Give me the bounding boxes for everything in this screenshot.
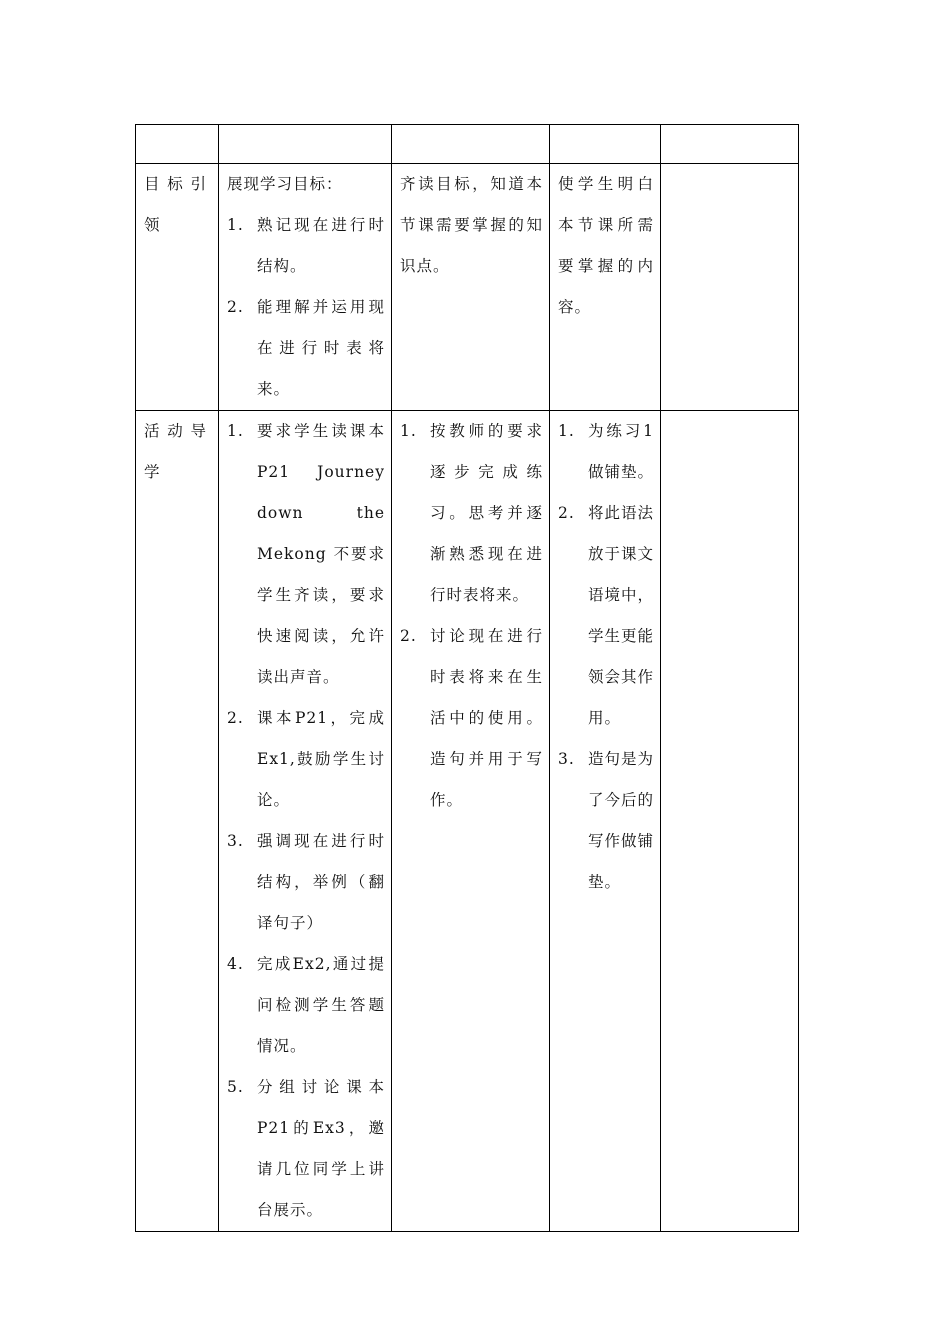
activity-intent-list: [558, 411, 654, 903]
activity-intent-cell: [550, 411, 661, 1232]
header-cell: [219, 125, 392, 164]
activity-student-cell: [392, 411, 550, 1232]
goal-student-cell: [392, 164, 550, 411]
goal-intent-text: 使学生明白本节课所需要掌握的内容。: [558, 175, 654, 316]
list-item: 1. 按教师的要求逐步完成练习。思考并逐渐熟悉现在进行时表将来。: [400, 422, 543, 604]
list-item: 2. 将此语法放于课文语境中，学生更能领会其作用。: [558, 504, 655, 727]
list-item: 2. 课本P21，完成Ex1,鼓励学生讨论。: [227, 709, 385, 809]
activity-student-list: [400, 411, 543, 821]
header-cell: [392, 125, 550, 164]
list-item: 1. 熟记现在进行时结构。: [227, 216, 385, 275]
lesson-plan-table: [135, 124, 799, 1232]
activity-label: 活动导学: [144, 422, 212, 481]
activity-notes-cell: [661, 411, 799, 1232]
goal-label: 目标引领: [144, 175, 212, 234]
header-cell: [661, 125, 799, 164]
goal-teacher-list: [227, 205, 385, 410]
goal-intent-cell: [550, 164, 661, 411]
list-item: 4. 完成Ex2,通过提问检测学生答题情况。: [227, 955, 385, 1055]
goal-teacher-intro: 展现学习目标：: [227, 175, 343, 193]
list-item: 1. 要求学生读课本P21 Journey down the Mekong 不要求学生齐读，要求快速阅读，允许读出声音。: [227, 422, 385, 686]
activity-label-cell: [136, 411, 219, 1232]
list-item: 5. 分组讨论课本P21的Ex3，邀请几位同学上讲台展示。: [227, 1078, 385, 1219]
header-row: [136, 125, 799, 164]
goal-notes-cell: [661, 164, 799, 411]
list-item: 3. 造句是为了今后的写作做铺垫。: [558, 750, 655, 891]
list-item: 1. 为练习1做铺垫。: [558, 422, 655, 481]
goal-row: [136, 164, 799, 411]
list-item: 2. 讨论现在进行时表将来在生活中的使用。造句并用于写作。: [400, 627, 543, 809]
activity-teacher-cell: [219, 411, 392, 1232]
activity-row: [136, 411, 799, 1232]
header-cell: [550, 125, 661, 164]
list-item: 2. 能理解并运用现在进行时表将来。: [227, 298, 385, 398]
header-cell: [136, 125, 219, 164]
activity-teacher-list: [227, 411, 385, 1231]
goal-student-text: 齐读目标，知道本节课需要掌握的知识点。: [400, 175, 543, 275]
goal-label-cell: [136, 164, 219, 411]
list-item: 3. 强调现在进行时结构，举例（翻译句子）: [227, 832, 385, 932]
goal-teacher-cell: [219, 164, 392, 411]
